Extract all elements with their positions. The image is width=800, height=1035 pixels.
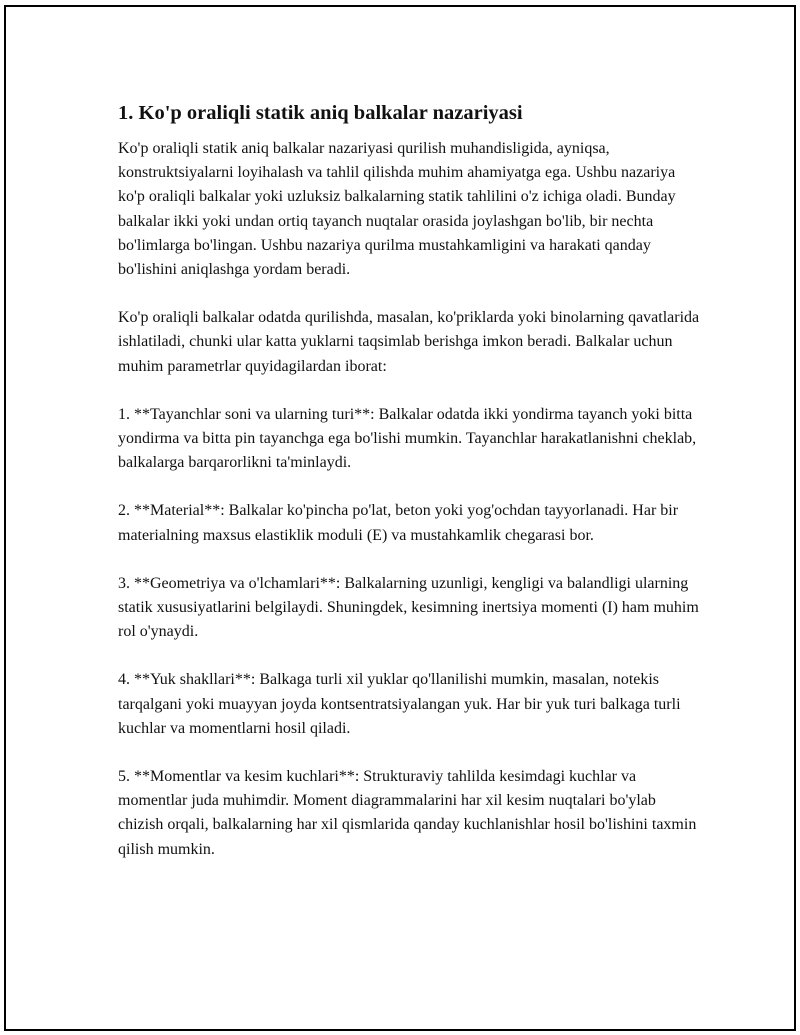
usage-paragraph: Ko'p oraliqli balkalar odatda qurilishda, masalan, ko'priklarda yoki binolarning qavatlarida ishlatiladi, chunki ular katta yuklarni taqsimlab berishga imkon beradi. Balkalar uchun muhim parametrlar quyidagilardan iborat: (118, 309, 700, 375)
list-item-material: 2. **Material**: Balkalar ko'pincha po'lat, beton yoki yog'ochdan tayyorlanadi. Har bir materialning maxsus elastiklik moduli (E) va mustahkamlik chegarasi bor. (118, 502, 679, 544)
page-frame (4, 5, 796, 1031)
list-item-supports: 1. **Tayanchlar soni va ularning turi**: Balkalar odatda ikki yondirma tayanch yoki bitta yondirma va bitta pin tayanchga ega bo'lishi mumkin. Tayanchlar harakatlanishni cheklab, balkalarga barqarorlikni ta'minlaydi. (118, 405, 697, 472)
intro-paragraph: Ko'p oraliqli statik aniq balkalar nazariyasi qurilish muhandisligida, ayniqsa, konstruktsiyalarni loyihalash va tahlil qilishda muhim ahamiyatga ega. Ushbu nazariya ko'p oraliqli balkalar yoki uzluksiz balkalarning statik tahlilini o'z ichiga oladi. Bunday balkalar ikki yoki undan ortiq tayanch nuqtalar orasida joylashgan bo'lib, bir nechta bo'limlarga bo'lingan. Ushbu nazariya qurilma mustahkamligini va harakati qanday bo'lishini aniqlashga yordam beradi. (118, 140, 676, 279)
document-title: 1. Ko'p oraliqli statik aniq balkalar nazariyasi (118, 102, 523, 124)
list-item-loads: 4. **Yuk shakllari**: Balkaga turli xil yuklar qo'llanilishi mumkin, masalan, notekis tarqalgani yoki muayyan joyda kontsentratsiyalangan yuk. Har bir yuk turi balkaga turli kuchlar va momentlarni hosil qiladi. (118, 671, 681, 737)
list-item-geometry: 3. **Geometriya va o'lchamlari**: Balkalarning uzunligi, kengligi va balandligi ularning statik xususiyatlarini belgilaydi. Shuningdek, kesimning inertsiya momenti (I) ham muhim rol o'ynaydi. (118, 574, 699, 641)
document-body (118, 99, 703, 886)
list-item-moments: 5. **Momentlar va kesim kuchlari**: Strukturaviy tahlilda kesimdagi kuchlar va momentlar juda muhimdir. Moment diagrammalarini har xil kesim nuqtalari bo'ylab chizish orqali, balkalarning har xil qismlarida qanday kuchlanishlar hosil bo'lishini taxmin qilish mumkin. (118, 768, 697, 858)
